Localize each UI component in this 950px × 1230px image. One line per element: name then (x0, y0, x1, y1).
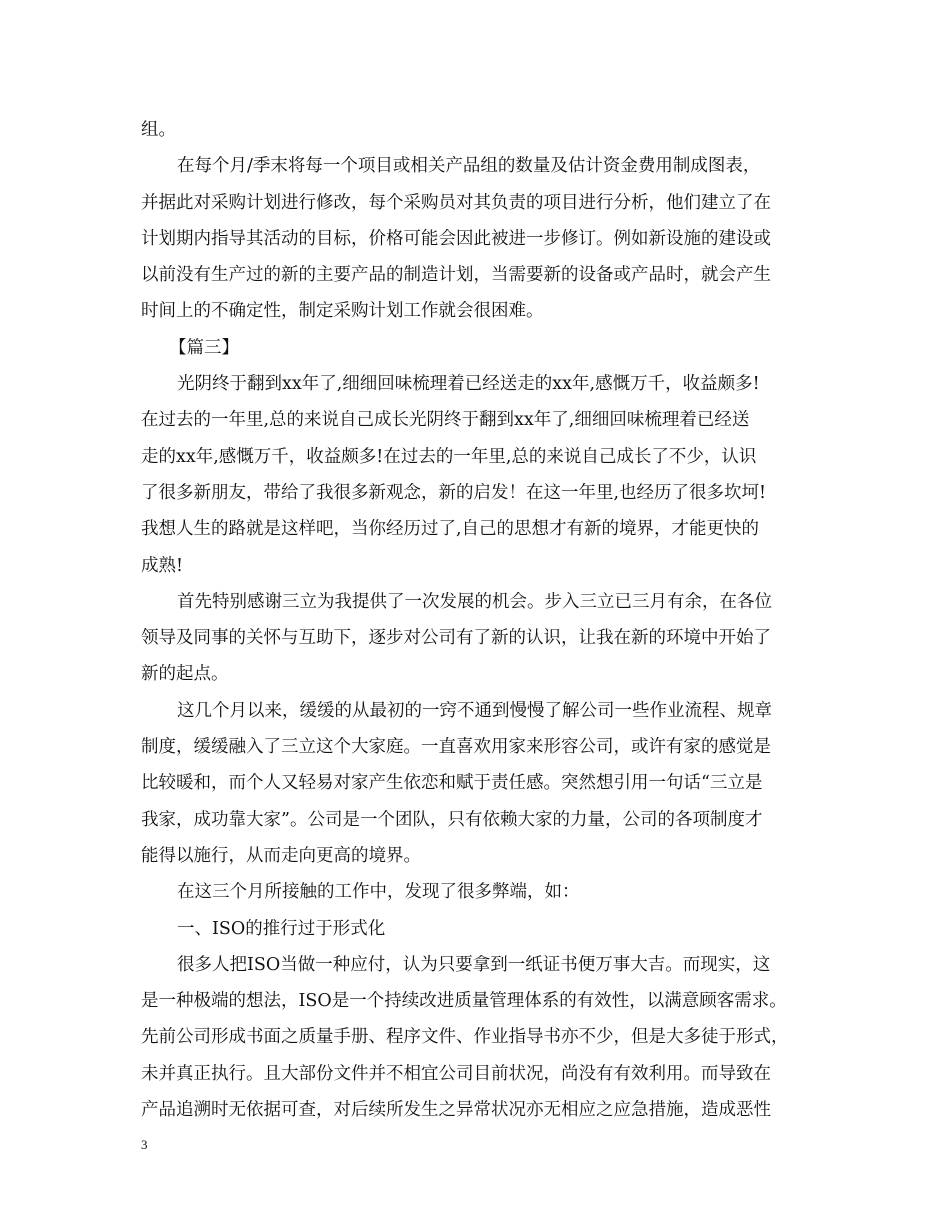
text-line: 未并真正执行。且大部份文件并不相宜公司目前状况，尚没有有效利用。而导致在 (141, 1063, 771, 1084)
text-line: 制度，缓缓融入了三立这个大家庭。一直喜欢用家来形容公司，或许有家的感觉是 (141, 737, 771, 758)
text-line: 比较暖和，而个人又轻易对家产生依恋和赋于责任感。突然想引用一句话“三立是 (141, 773, 763, 794)
text-line: 是一种极端的想法，ISO是一个持续改进质量管理体系的有效性，以满意顾客需求。 (141, 991, 787, 1012)
document-body (141, 112, 811, 1128)
text-line: 我想人生的路就是这样吧，当你经历过了,自己的思想才有新的境界，才能更快的 (141, 519, 760, 540)
text-line: 了很多新朋友，带给了我很多新观念，新的启发！在这一年里,也经历了很多坎坷! (141, 482, 767, 503)
text-line: 走的xx年,感慨万千，收益颇多!在过去的一年里,总的来说自己成长了不少，认识 (141, 446, 757, 467)
text-line: 领导及同事的关怀与互助下，逐步对公司有了新的认识，让我在新的环境中开始了 (141, 628, 771, 649)
text-line: 在过去的一年里,总的来说自己成长光阴终于翻到xx年了,细细回味梳理着已经送 (141, 410, 750, 431)
text-line: 光阴终于翻到xx年了,细细回味梳理着已经送走的xx年,感慨万千，收益颇多! (177, 374, 760, 395)
text-line: 很多人把ISO当做一种应付，认为只要拿到一纸证书便万事大吉。而现实，这 (177, 954, 771, 975)
text-line: 我家，成功靠大家”。公司是一个团队，只有依赖大家的力量，公司的各项制度才 (141, 809, 763, 830)
page-number: 3 (141, 1137, 148, 1152)
text-line: 以前没有生产过的新的主要产品的制造计划，当需要新的设备或产品时，就会产生 (141, 265, 771, 286)
text-line: 在这三个月所接触的工作中，发现了很多弊端，如： (177, 882, 580, 903)
text-line: 能得以施行，从而走向更高的境界。 (141, 845, 421, 866)
text-line: 成熟! (141, 555, 184, 576)
text-line: 计划期内指导其活动的目标，价格可能会因此被进一步修订。例如新设施的建设或 (141, 228, 771, 249)
text-line: 新的起点。 (141, 664, 229, 685)
text-line: 先前公司形成书面之质量手册、程序文件、作业指导书亦不少，但是大多徒于形式， (141, 1027, 789, 1048)
text-line: 并据此对采购计划进行修改，每个采购员对其负责的项目进行分析，他们建立了在 (141, 192, 771, 213)
text-line: 产品追溯时无依据可查，对后续所发生之异常状况亦无相应之应急措施，造成恶性 (141, 1100, 771, 1121)
text-line: 这几个月以来，缓缓的从最初的一窍不通到慢慢了解公司一些作业流程、规章 (177, 700, 772, 721)
text-line: 首先特别感谢三立为我提供了一次发展的机会。步入三立已三月有余，在各位 (177, 591, 772, 612)
text-line: 时间上的不确定性，制定采购计划工作就会很困难。 (141, 301, 544, 322)
subsection-heading: 一、ISO的推行过于形式化 (177, 918, 386, 939)
text-line: 组。 (141, 120, 176, 140)
text-line: 在每个月/季末将每一个项目或相关产品组的数量及估计资金费用制成图表， (177, 156, 761, 177)
section-heading: 【篇三】 (169, 337, 239, 358)
